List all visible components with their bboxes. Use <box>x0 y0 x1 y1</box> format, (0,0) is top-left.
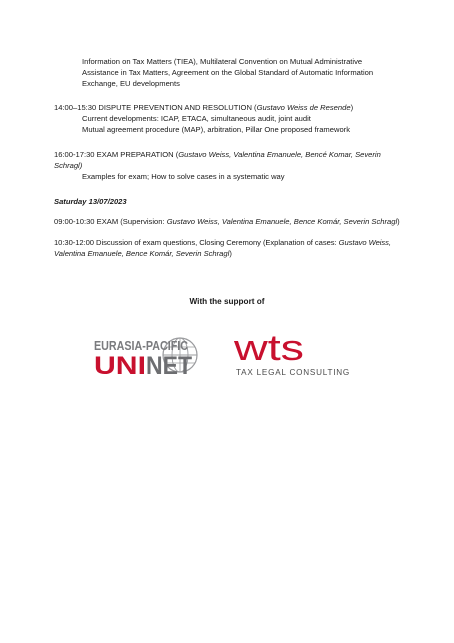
intro-line-1: Information on Tax Matters (TIEA), Multilateral Convention on Mutual Administrative <box>82 57 363 66</box>
intro-line-3: Exchange, EU developments <box>82 79 180 88</box>
closing-prefix: 10:30-12:00 Discussion of exam questions, Closing Ceremony (Explanation of cases: <box>54 238 339 247</box>
wts-tagline-text: TAX LEGAL CONSULTING <box>236 368 350 377</box>
closing-names-1: Gustavo Weiss, <box>338 238 391 247</box>
exam-suffix: ) <box>397 217 400 226</box>
closing-names-2: Valentina Emanuele, Bence Komár, Severin Schragl <box>54 249 230 258</box>
eurasia-uni-text: UNI <box>94 352 146 377</box>
intro-line-2: Assistance in Tax Matters, Agreement on the Global Standard of Automatic Information <box>82 68 374 77</box>
eurasia-pacific-uninet-logo <box>92 333 202 377</box>
wts-logo <box>232 330 362 380</box>
wts-mark-text: wts <box>232 330 304 368</box>
session2-detail-1: Examples for exam; How to solve cases in a systematic way <box>82 172 285 181</box>
session1-heading <box>54 102 353 113</box>
session1-speaker: Gustavo Weiss de Resende <box>256 103 351 112</box>
closing-line-1 <box>54 237 391 248</box>
session2-heading <box>54 149 381 160</box>
day-heading: Saturday 13/07/2023 <box>54 197 127 206</box>
eurasia-top-text: EURASIA-PACIFIC <box>94 339 188 353</box>
closing-suffix: ) <box>229 249 232 258</box>
session1-time-title: 14:00–15:30 DISPUTE PREVENTION AND RESOLUTION ( <box>54 103 257 112</box>
eurasia-net-text: NET <box>146 352 192 377</box>
session1-close: ) <box>350 103 354 112</box>
session2-speakers-2: Schragl) <box>54 161 83 170</box>
session1-detail-1: Current developments: ICAP, ETACA, simultaneous audit, joint audit <box>82 114 311 123</box>
closing-line-2 <box>54 248 232 259</box>
support-heading: With the support of <box>189 297 265 306</box>
session1-detail-2: Mutual agreement procedure (MAP), arbitration, Pillar One proposed framework <box>82 125 351 134</box>
exam-names: Gustavo Weiss, Valentina Emanuele, Bence Komár, Severin Schragl <box>166 217 398 226</box>
session2-time-title: 16:00-17:30 EXAM PREPARATION ( <box>54 150 179 159</box>
session2-speakers-1: Gustavo Weiss, Valentina Emanuele, Bencé Komar, Severin <box>178 150 381 159</box>
exam-line <box>54 216 400 227</box>
exam-prefix: 09:00-10:30 EXAM (Supervision: <box>54 217 167 226</box>
